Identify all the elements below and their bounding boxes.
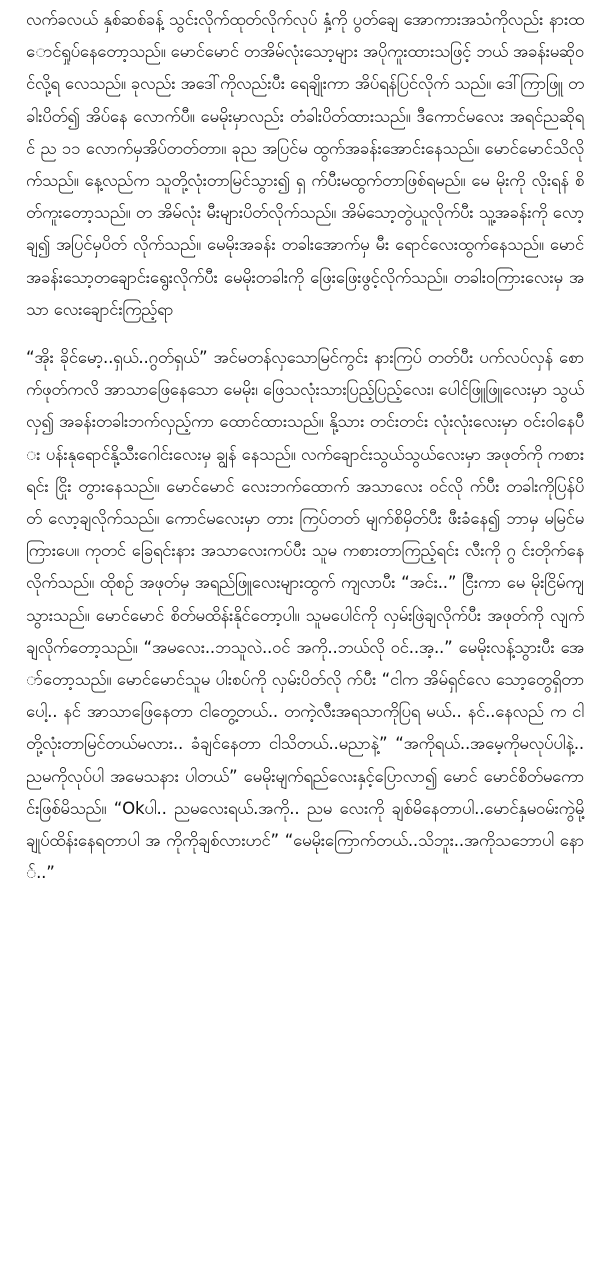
paragraph-2: “အိုး ခိုင်မော့..ရှယ်..ဂွတ်ရှယ်” အင်မတန်လှသောမြင်ကွင်း နားကြပ် တတ်ပီး ပက်လပ်လှန် စောက်ဖုတ်ကလိ အာသာဖြေနေသော မေမိုး၊ ဖြေသလုံးသားပြည့်ပြည့်လေး၊ ပေါင်ဖြူဖြူလေးမှာ သွယ်လှ၍ အခန်းတခါးဘက်လှည့်ကာ ထောင်ထားသည်။ နို့သား တင်းတင်း လုံးလုံးလေးမှာ ဝင်းဝါနေပီး ပန်းနုရောင်နို့သီးဂေါင်းလေးမှ ချွန် နေသည်။ လက်ချောင်းသွယ်သွယ်လေးမှာ အဖုတ်ကို ကစားရင်း ငြိုး တွားနေသည်။ မောင်မောင် လေးဘက်ထောက် အသာလေး ဝင်လို က်ပီး တခါးကိုပြန်ပိတ် လော့ချလိုက်သည်။ ကောင်မလေးမှာ တား ကြပ်တတ် မျက်စိမှိတ်ပီး ဖီးခံနေ၍ ဘာမှ မမြင်မကြားပေ။ ကုတင် ခြေရင်းနား အသာလေးကပ်ပီး သူမ ကစားတာကြည့်ရင်း လီးကို ဂွ င်းတိုက်နေလိုက်သည်။ ထိုစဥ် အဖုတ်မှ အရည်ဖြူလေးများထွက် ကျလာပီး “အင်း..” ငြီးကာ မေ မိုးငြိမ်ကျသွားသည်။ မောင်မောင် စိတ်မထိန်းနိုင်တော့ပါ။ သူမပေါင်ကို လှမ်းဖြဲချလိုက်ပီး အဖုတ်ကို လျက်ချလိုက်တော့သည်။ “အမလေး..ဘသူလဲ..ဝင် အကို..ဘယ်လို ဝင်..အ့..” မေမိုးလန့်သွားပီး အော်တော့သည်။ မောင်မောင်သူမ ပါးစပ်ကို လှမ်းပိတ်လို က်ပီး “ငါက အိမ်ရှင်လေ သော့တွေရှိတာ ပေါ့.. နင် အာသာဖြေနေတာ ငါတွေ့တယ်.. တကဲ့လီးအရသာကိုပြရ မယ်.. နင်..နေလည် က ငါတို့လုံးတာမြင်တယ်မလား.. ခံချင်နေတာ ငါသိတယ်..မညာနဲ့” “အကိုရယ်..အမေ့ကိုမလုပ်ပါနဲ့.. ညမကိုလုပ်ပါ အမေသနား ပါတယ်” မေမိုးမျက်ရည်လေးနှင့်ပြောလာ၍ မောင် မောင်စိတ်မကောင်းဖြစ်မိသည်။ “Okပါ.. ညမလေးရယ်.အကို.. ညမ လေးကို ချစ်မိနေတာပါ..မောင်နှမဝမ်းကွဲမို့ ချုပ်ထိန်းနေရတာပါ အ ကိုကိုချစ်လားဟင်” “မေမိုးကြောက်တယ်..သိဘူး..အကိုသဘောပါ နော်..” xyxy=(26,348,584,883)
paragraph-1: လက်ခလယ် နှစ်ဆစ်ခန့် သွင်းလိုက်ထုတ်လိုက်လုပ် နှံ့ကို ပွတ်ချေ အောကားအသံကိုလည်း နားထောင်ရှုပ်နေတော့သည်။ မောင်မောင် တအိမ်လုံးသော့များ အပိုကူးထားသဖြင့် ဘယ် အခန်းမဆိုဝင်လို့ရ လေသည်။ ခုလည်း အဒေါ်ကိုလည်းပီး ရေချိုးကာ အိပ်ရန်ပြင်လိုက် သည်။ ဒေါ်ကြာဖြူ တခါးပိတ်၍ အိပ်နေ လောက်ပီ။ မေမိုးမှာလည်း တံခါးပိတ်ထားသည်။ ဒီကောင်မလေး အရင်ညဆိုရင် ည ၁၁ လောက်မှအိပ်တတ်တာ။ ခုည အပြင်မ ထွက်အခန်းအောင်းနေသည်။ မောင်မောင်သိလိုက်သည်။ နေ့လည်က သူတို့လုံးတာမြင်သွား၍ ရှ က်ပီးမထွက်တာဖြစ်ရမည်။ မေ မိုးကို လိုးရန် စိတ်ကူးတော့သည်။ တ အိမ်လုံး မီးများပိတ်လိုက်သည်။ အိမ်သော့တွဲယူလိုက်ပီး သူ့အခန်းကို လော့ချ၍ အပြင်မှပိတ် လိုက်သည်။ မေမိုးအခန်း တခါးအောက်မှ မီး ရောင်လေးထွက်နေသည်။ မောင်အခန်းသော့တချောင်းရွေးလိုက်ပီး မေမိုးတခါးကို ဖြေးဖြေးဖွင့်လိုက်သည်။ တခါးဝကြားလေးမှ အသာ လေးချောင်းကြည့်ရာ xyxy=(26,10,585,319)
